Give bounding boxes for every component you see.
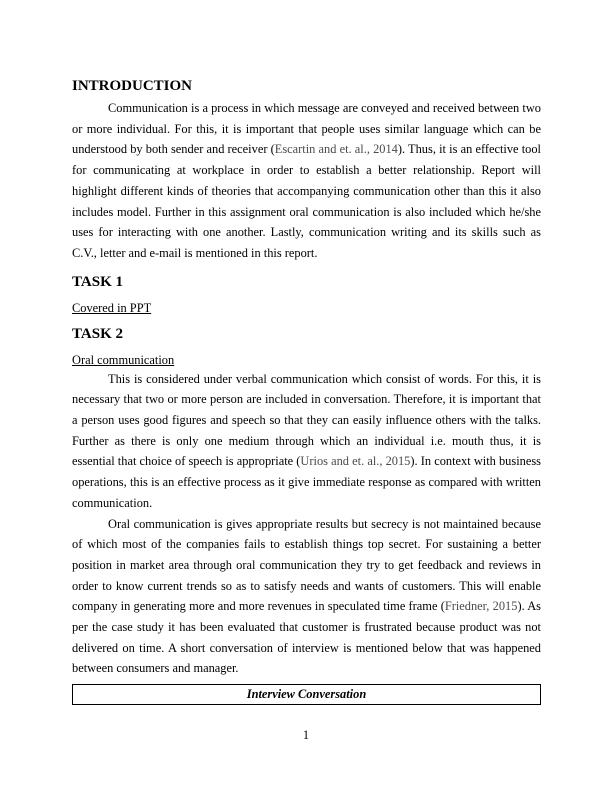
document-page xyxy=(72,76,541,705)
task2-p1-text-b: ). In context with business operations, this is an effective process as it give immediate response as compared with written communication. xyxy=(72,454,541,510)
task2-p2-text-b: ). As per the case study it has been evaluated that customer is frustrated because product was not delivered on time. A short conversation of interview is mentioned below that was happened between consumers and manager. xyxy=(72,599,541,676)
covered-in-ppt-link[interactable]: Covered in PPT xyxy=(72,300,152,315)
task1-heading: TASK 1 xyxy=(72,273,123,290)
intro-text-b: ). Thus, it is an effective tool for communicating at workplace in order to establish a better relationship. Report will highlight different kinds of theories that accompanying communication other than this it also includes model. Further in this assignment oral communication is also included which he/she uses for interacting with one another. Lastly, communication writing and its skills such as C.V., letter and e-mail is mentioned in this report. xyxy=(72,142,541,260)
intro-text-a: Communication is a process in which message are conveyed and received between two or more individual. For this, it is important that people uses similar language which can be understood by both sender and receiver ( xyxy=(72,101,541,157)
task2-heading: TASK 2 xyxy=(72,325,123,342)
task2-p1-text-a: This is considered under verbal communication which consist of words. For this, it is necessary that two or more person are included in conversation. Therefore, it is important that a person uses good figures and speech so that they can easily influence others with the talks. Further as there is only one medium through which an individual i.e. mouth thus, it is essential that choice of speech is appropriate ( xyxy=(72,371,541,469)
introduction-heading: INTRODUCTION xyxy=(72,78,193,94)
citation-urios: Urios and et. al., 2015 xyxy=(300,454,411,469)
introduction-paragraph xyxy=(72,98,541,264)
interview-conversation-box: Interview Conversation xyxy=(72,684,541,705)
citation-escartin: Escartin and et. al., 2014 xyxy=(274,142,398,157)
citation-friedner: Friedner, 2015 xyxy=(444,599,518,614)
task2-p2-text-a: Oral communication is gives appropriate results but secrecy is not maintained because of which most of the companies fails to establish things top secret. For sustaining a better position in market area through oral communication they try to get feedback and reviews in order to know current trends so as to satisfy needs and wants of customers. This will enable company in generating more and more revenues in speculated time frame ( xyxy=(72,516,541,614)
oral-communication-subheading: Oral communication xyxy=(72,352,175,367)
task2-paragraph-1 xyxy=(72,369,541,514)
page-number: 1 xyxy=(302,728,310,742)
task2-paragraph-2 xyxy=(72,514,541,680)
